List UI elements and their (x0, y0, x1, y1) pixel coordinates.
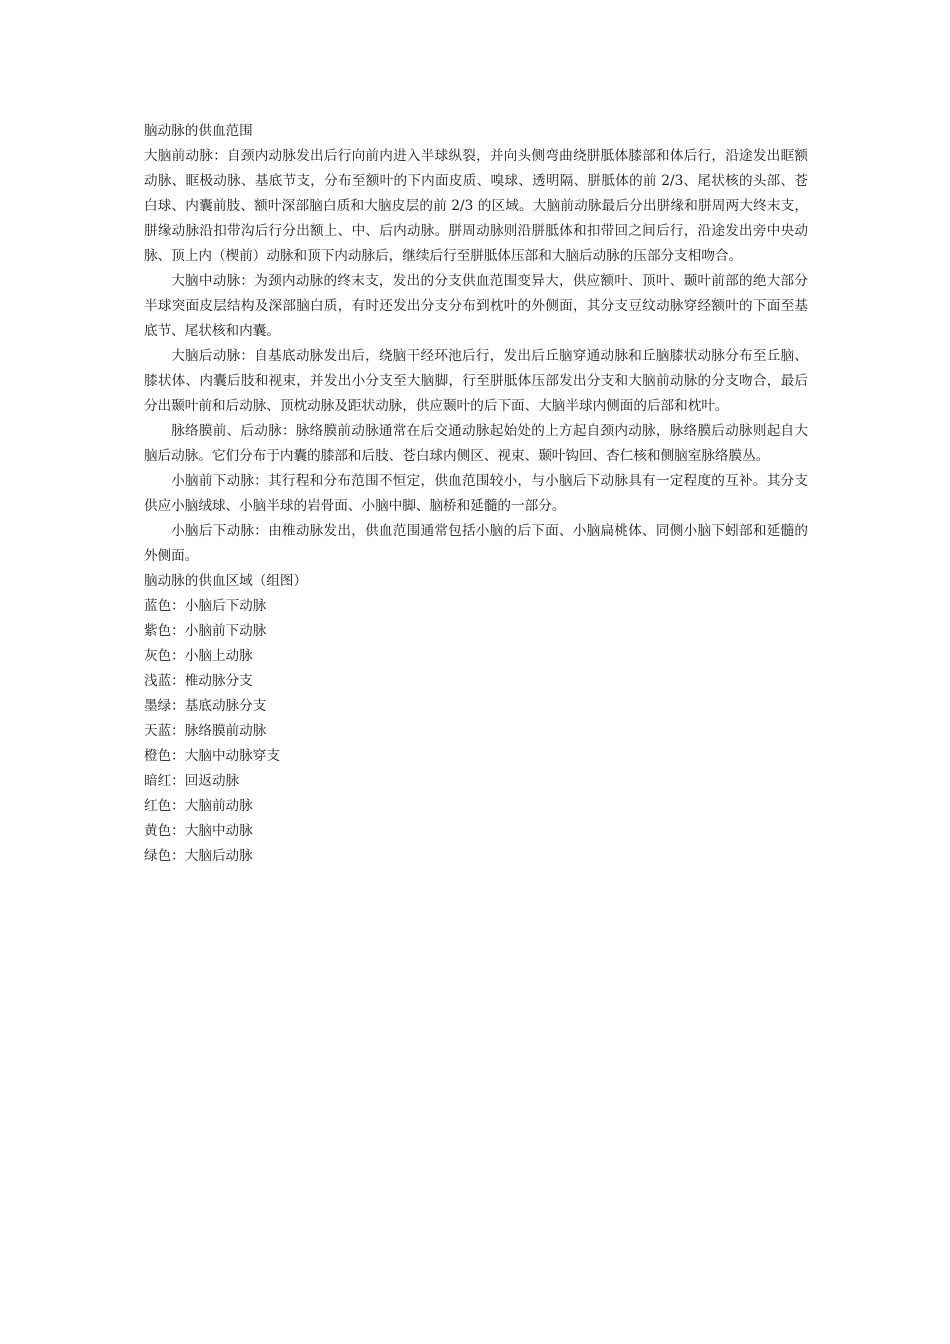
legend-item: 橙色：大脑中动脉穿支 (144, 748, 280, 764)
legend-title: 脑动脉的供血区域（组图） (144, 573, 308, 589)
legend-item: 天蓝：脉络膜前动脉 (144, 723, 267, 739)
legend-item: 绿色：大脑后动脉 (144, 848, 253, 864)
paragraph-pica: 小脑后下动脉：由椎动脉发出，供血范围通常包括小脑的后下面、小脑扁桃体、同侧小脑下蚓部和延髓的外侧面。 (144, 523, 808, 564)
legend-item: 墨绿：基底动脉分支 (144, 698, 267, 714)
paragraph-choroidal-arteries: 脉络膜前、后动脉：脉络膜前动脉通常在后交通动脉起始处的上方起自颈内动脉，脉络膜后动脉则起自大脑后动脉。它们分布于内囊的膝部和后肢、苍白球内侧区、视束、颞叶钩回、杏仁核和侧脑室脉络膜丛。 (144, 423, 808, 464)
paragraph-posterior-cerebral-artery: 大脑后动脉：自基底动脉发出后，绕脑干经环池后行，发出后丘脑穿通动脉和丘脑膝状动脉分布至丘脑、膝状体、内囊后肢和视束，并发出小分支至大脑脚，行至胼胝体压部发出分支和大脑前动脉的分支吻合，最后分出颞叶前和后动脉、顶枕动脉及距状动脉，供应颞叶的后下面、大脑半球内侧面的后部和枕叶。 (144, 348, 808, 414)
legend-item: 黄色：大脑中动脉 (144, 823, 253, 839)
paragraph-aica: 小脑前下动脉：其行程和分布范围不恒定，供血范围较小，与小脑后下动脉具有一定程度的互补。其分支供应小脑绒球、小脑半球的岩骨面、小脑中脚、脑桥和延髓的一部分。 (144, 473, 808, 514)
legend-item: 灰色：小脑上动脉 (144, 648, 253, 664)
legend-item: 红色：大脑前动脉 (144, 798, 253, 814)
legend-item: 暗红：回返动脉 (144, 773, 240, 789)
legend-item: 浅蓝：椎动脉分支 (144, 673, 253, 689)
legend-item: 蓝色：小脑后下动脉 (144, 598, 267, 614)
color-legend-list (144, 594, 808, 869)
paragraph-anterior-cerebral-artery: 大脑前动脉：自颈内动脉发出后行向前内进入半球纵裂，并向头侧弯曲绕胼胝体膝部和体后行，沿途发出眶额动脉、眶极动脉、基底节支，分布至额叶的下内面皮质、嗅球、透明隔、胼胝体的前 2/3、尾状核的头部、苍白球、内囊前肢、额叶深部脑白质和大脑皮层的前 2/3 的区域。大脑前动脉最后分出胼缘和胼周两大终末支，胼缘动脉沿扣带沟后行分出额上、中、后内动脉。胼周动脉则沿胼胝体和扣带回之间后行，沿途发出旁中央动脉、顶上内（楔前）动脉和顶下内动脉后，继续后行至胼胝体压部和大脑后动脉的压部分支相吻合。 (144, 148, 808, 264)
document-title: 脑动脉的供血范围 (144, 123, 253, 139)
document-body (144, 119, 808, 869)
paragraph-middle-cerebral-artery: 大脑中动脉：为颈内动脉的终末支，发出的分支供血范围变异大，供应额叶、顶叶、颞叶前部的绝大部分半球突面皮层结构及深部脑白质，有时还发出分支分布到枕叶的外侧面，其分支豆纹动脉穿经额叶的下面至基底节、尾状核和内囊。 (144, 273, 808, 339)
legend-item: 紫色：小脑前下动脉 (144, 623, 267, 639)
